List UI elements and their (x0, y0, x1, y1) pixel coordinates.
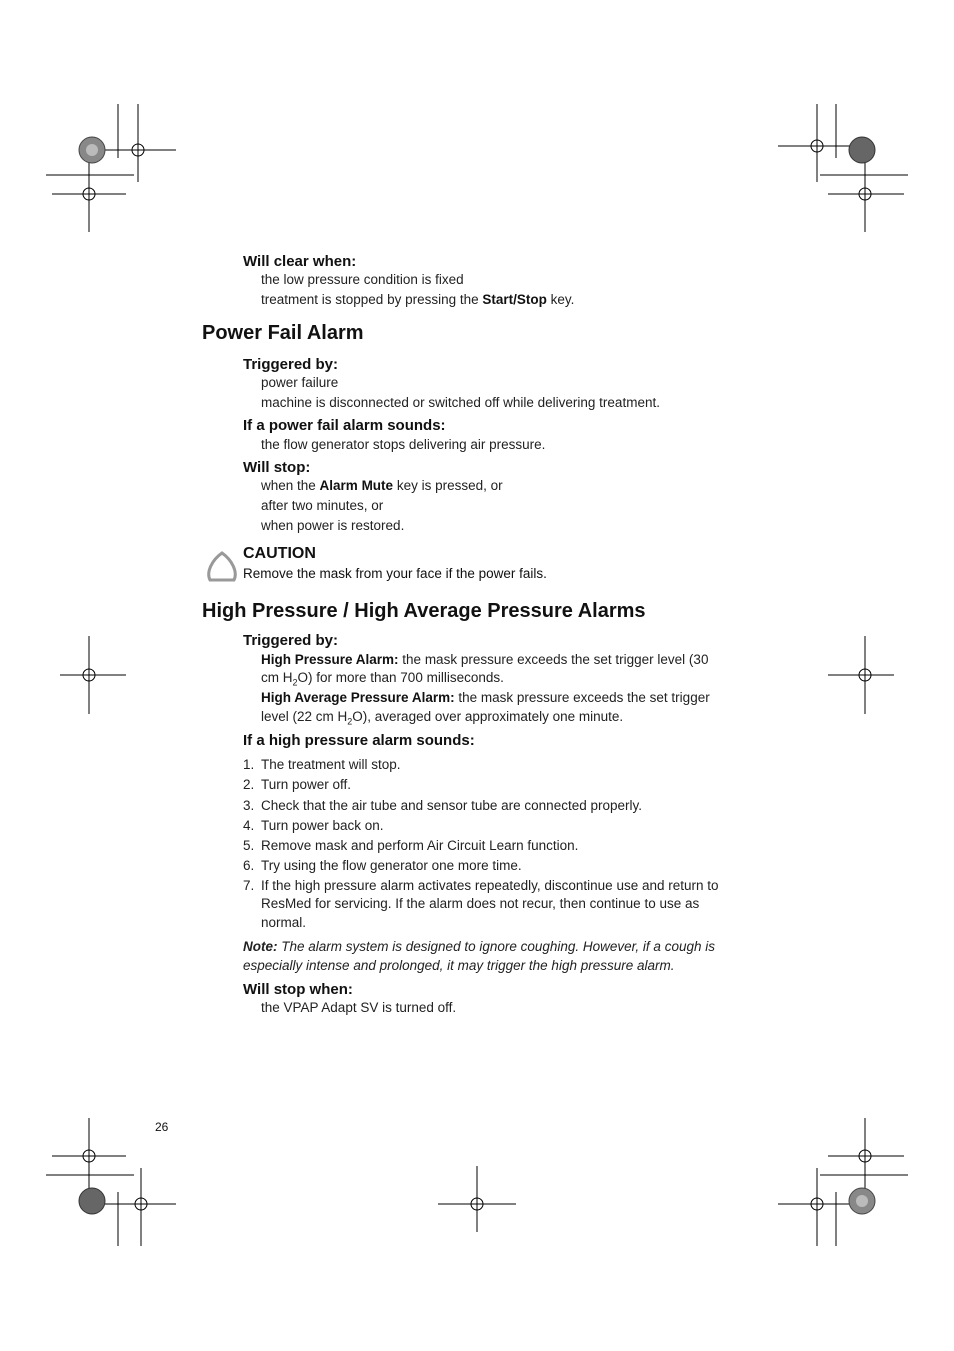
clear-line-1: the low pressure condition is fixed (261, 272, 464, 287)
crosshair-icon (820, 157, 908, 232)
note-line-1: Note: The alarm system is designed to ignore coughing. However, if a cough is (243, 939, 715, 954)
high-pressure-triggered-heading: Triggered by: (243, 632, 339, 649)
crosshair-icon (46, 157, 134, 232)
step-7-line-3: normal. (261, 915, 307, 930)
note-line-2: especially intense and prolonged, it may trigger the high pressure alarm. (243, 958, 675, 973)
step-6: 6. Try using the flow generator one more time. (243, 858, 522, 873)
high-pressure-stop-1: the VPAP Adapt SV is turned off. (261, 1000, 457, 1015)
power-fail-sounds-1: the flow generator stops delivering air pressure. (261, 437, 546, 452)
power-fail-stop-3: when power is restored. (261, 518, 405, 533)
calibration-disc-icon (849, 1188, 875, 1214)
power-fail-triggered-1: power failure (261, 375, 339, 390)
power-fail-triggered-2: machine is disconnected or switched off while delivering treatment. (261, 395, 660, 410)
step-3: 3. Check that the air tube and sensor tube are connected properly. (243, 798, 642, 813)
crosshair-icon (828, 636, 894, 714)
hap-alarm-line-1: High Average Pressure Alarm: the mask pressure exceeds the set trigger (261, 690, 710, 705)
crosshair-icon (778, 1168, 854, 1246)
high-pressure-stop-heading: Will stop when: (243, 981, 353, 998)
clear-heading: Will clear when: (243, 253, 357, 270)
power-fail-stop-heading: Will stop: (243, 459, 311, 476)
step-2: 2. Turn power off. (243, 777, 352, 792)
step-7: 7. If the high pressure alarm activates repeatedly, discontinue use and return to (243, 878, 719, 893)
step-7-line-2: ResMed for servicing. If the alarm does not recur, then continue to use as (261, 896, 700, 911)
crosshair-icon (46, 1118, 134, 1194)
alarm-mute-key: Alarm Mute (319, 478, 394, 493)
high-pressure-title: High Pressure / High Average Pressure Alarms (202, 600, 646, 622)
step-5: 5. Remove mask and perform Air Circuit Learn function. (243, 838, 579, 853)
calibration-disc-icon (849, 137, 875, 163)
step-4: 4. Turn power back on. (243, 818, 384, 833)
power-fail-sounds-heading: If a power fail alarm sounds: (243, 417, 446, 434)
start-stop-key: Start/Stop (482, 292, 547, 307)
power-fail-stop-2: after two minutes, or (261, 498, 384, 513)
calibration-disc-icon (79, 137, 105, 163)
crosshair-icon (778, 104, 854, 182)
power-fail-triggered-heading: Triggered by: (243, 356, 339, 373)
power-fail-title: Power Fail Alarm (202, 322, 364, 344)
step-1: 1. The treatment will stop. (243, 757, 401, 772)
crosshair-icon (820, 1118, 908, 1194)
calibration-disc-icon (79, 1188, 105, 1214)
hp-alarm-label: High Pressure Alarm: (261, 652, 399, 667)
note-label: Note: (243, 939, 278, 954)
high-pressure-sounds-heading: If a high pressure alarm sounds: (243, 732, 475, 749)
caution-text: Remove the mask from your face if the power fails. (243, 566, 547, 581)
hp-alarm-line-1: High Pressure Alarm: the mask pressure exceeds the set trigger level (30 (261, 652, 709, 667)
crosshair-icon (60, 636, 126, 714)
hap-alarm-label: High Average Pressure Alarm: (261, 690, 455, 705)
power-fail-stop-1: when the Alarm Mute key is pressed, or (261, 478, 503, 493)
page-number: 26 (155, 1120, 169, 1134)
caution-icon (209, 553, 236, 580)
crosshair-icon (100, 1168, 176, 1246)
crosshair-icon (438, 1166, 516, 1232)
hap-alarm-line-2: level (22 cm $H_2O$), averaged over approximately one minute. (261, 709, 624, 727)
crosshair-icon (100, 104, 176, 182)
caution-title: CAUTION (243, 545, 316, 562)
hp-alarm-line-2: cm $H_2O$) for more than 700 milliseconds. (261, 670, 504, 688)
clear-line-2: treatment is stopped by pressing the Start/Stop key. (261, 292, 575, 307)
